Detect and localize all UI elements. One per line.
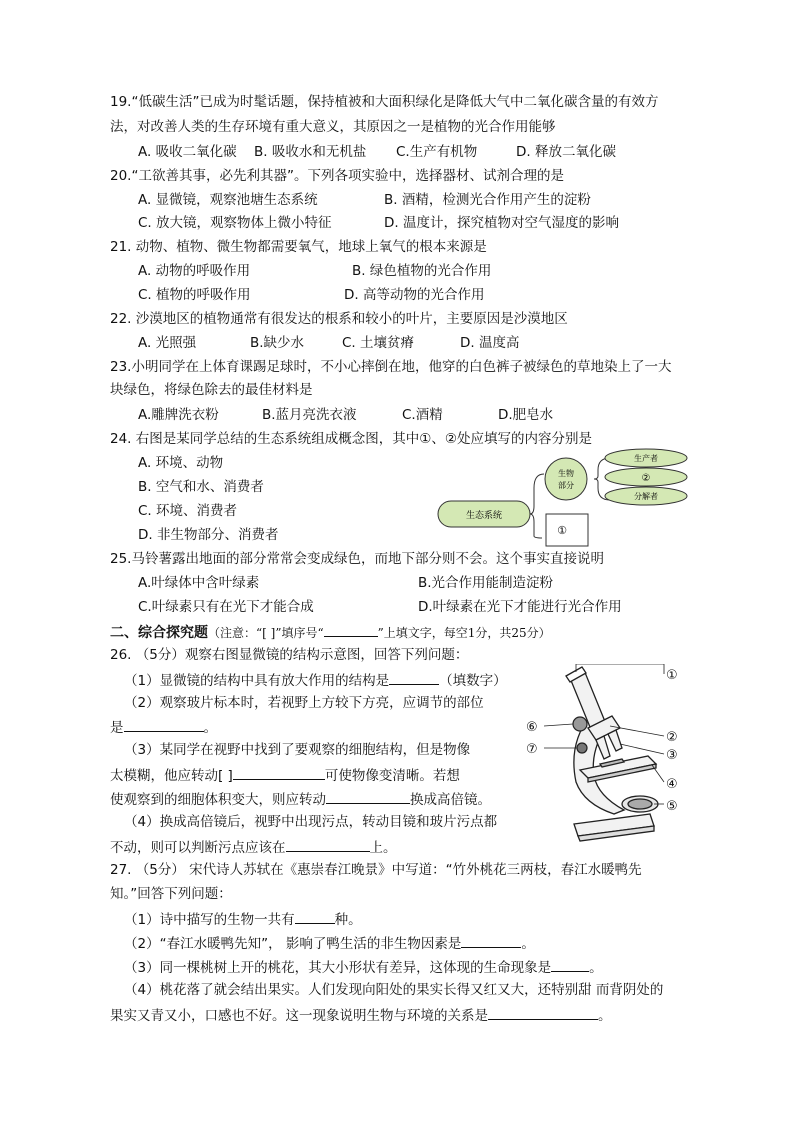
section2-note-a: （注意：“[ ]”填序号“ <box>208 626 324 640</box>
q26-part4-line1: （4）换成高倍镜后，视野中出现污点，转动目镜和玻片污点都 <box>124 814 498 830</box>
q27-part2-suffix: 。 <box>521 936 535 952</box>
ecosystem-brace <box>530 474 544 538</box>
q21-option-b: B. 绿色植物的光合作用 <box>352 263 492 279</box>
fine-focus-knob <box>577 743 587 753</box>
q23-stem-line1: 23.小明同学在上体育课踢足球时，不小心摔倒在地，他穿的白色裤子被绿色的草地染上了一大 <box>110 359 672 375</box>
q20-option-c: C. 放大镜，观察物体上微小特征 <box>138 215 332 231</box>
q27-part3 <box>124 957 603 977</box>
blank-2-mark: ② <box>641 473 651 484</box>
q25-option-c: C.叶绿素只有在光下才能合成 <box>138 599 314 615</box>
q26-part2-line2 <box>110 717 217 737</box>
microscope-label-5: ⑤ <box>666 799 678 814</box>
q19-option-c: C.生产有机物 <box>396 144 478 160</box>
q27-part1 <box>124 909 362 929</box>
q26-part3-line1: （3）某同学在视野中找到了要观察的细胞结构，但是物像 <box>124 742 471 758</box>
q27-part3-suffix: 。 <box>589 960 603 976</box>
section2-title: 二、综合探究题 <box>110 625 208 641</box>
producer-label: 生产者 <box>634 454 658 463</box>
q21-option-c: C. 植物的呼吸作用 <box>138 287 251 303</box>
q20-option-b: B. 酒精，检测光合作用产生的淀粉 <box>384 192 591 208</box>
q26-part3-prefix: 太模糊，他应转动[ ] <box>110 768 233 784</box>
q26-part3-text: 使观察到的细胞体积变大，则应转动 <box>110 792 326 808</box>
decomposer-node <box>605 487 687 505</box>
answer-blank <box>324 622 378 637</box>
q27-blank-4 <box>488 1005 598 1020</box>
q26-part2-suffix: 。 <box>203 720 217 736</box>
q22-options <box>138 334 519 352</box>
q23-option-a: A.雕牌洗衣粉 <box>138 407 219 423</box>
q23-option-b: B.蓝月亮洗衣液 <box>262 407 357 423</box>
microscope-label-6: ⑥ <box>526 720 538 735</box>
q24-stem: 24. 右图是某同学总结的生态系统组成概念图，其中①、②处应填写的内容分别是 <box>110 431 592 447</box>
q26-blank-3 <box>233 765 325 780</box>
q21-options-row2 <box>138 286 484 304</box>
objective-lens-1 <box>596 736 610 759</box>
q26-blank-2 <box>124 717 204 732</box>
q20-option-a: A. 显微镜，观察池塘生态系统 <box>138 192 318 208</box>
q22-stem: 22. 沙漠地区的植物通常有很发达的根系和较小的叶片，主要原因是沙漠地区 <box>110 311 568 327</box>
q22-option-d: D. 温度高 <box>460 335 520 351</box>
q24-option-b: B. 空气和水、消费者 <box>138 479 264 495</box>
q20-stem: 20.“工欲善其事，必先利其器”。下列各项实验中，选择器材、试剂合理的是 <box>110 168 564 184</box>
q27-part4-suffix: 。 <box>598 1008 612 1024</box>
q24-option-a: A. 环境、动物 <box>138 455 224 471</box>
microscope-label-4: ④ <box>666 777 678 792</box>
q26-part2-prefix: 是 <box>110 720 124 736</box>
q26-part4-suffix: 上。 <box>369 840 397 856</box>
decomposer-label: 分解者 <box>634 492 658 501</box>
q27-part2-text: （2）“春江水暖鸭先知”， 影响了鸭生活的非生物因素是 <box>124 936 462 952</box>
q26-part3-line2 <box>110 765 460 785</box>
section2-heading <box>110 622 551 642</box>
q22-option-a: A. 光照强 <box>138 335 197 351</box>
q26-part4-line2 <box>110 837 397 857</box>
q27-part4-text: 果实又青又小，口感也不好。这一现象说明生物与环境的关系是 <box>110 1008 488 1024</box>
q26-part1 <box>124 670 507 690</box>
q20-options-row1 <box>138 191 591 209</box>
q24-option-c: C. 环境、消费者 <box>138 503 238 519</box>
microscope-diagram <box>524 664 694 844</box>
q19-option-d: D. 释放二氧化碳 <box>516 144 616 160</box>
q27-part1-text: （1）诗中描写的生物一共有 <box>124 912 295 928</box>
q27-stem-line1: 27. （5分） 宋代诗人苏轼在《惠崇春江晚景》中写道：“竹外桃花三两枝，春江水暖鸭先 <box>110 862 642 878</box>
q19-stem-line2: 法，对改善人类的生存环境有重大意义，其原因之一是植物的光合作用能够 <box>110 119 556 135</box>
q26-blank-1 <box>389 670 439 685</box>
q22-option-c: C. 土壤贫瘠 <box>342 335 415 351</box>
q21-option-d: D. 高等动物的光合作用 <box>344 287 485 303</box>
q20-options-row2 <box>138 214 619 232</box>
q26-part2-line1: （2）观察玻片标本时，若视野上方较下方亮，应调节的部位 <box>124 695 484 711</box>
q27-blank-3 <box>551 957 589 972</box>
coarse-focus-knob <box>573 717 587 731</box>
microscope-label-7: ⑦ <box>526 742 538 757</box>
q27-part4-line2 <box>110 1005 612 1025</box>
microscope-label-2: ② <box>666 730 678 745</box>
blank-1-mark: ① <box>557 524 567 537</box>
microscope-label-3: ③ <box>666 748 678 763</box>
q25-option-a: A.叶绿体中含叶绿素 <box>138 575 260 591</box>
q19-options <box>138 143 616 161</box>
q26-part3-line3 <box>110 789 491 809</box>
bio-part-label-line1: 生物 <box>558 469 574 478</box>
ecosystem-label: 生态系统 <box>465 511 503 521</box>
q26-part1-text: （1）显微镜的结构中具有放大作用的结构是 <box>124 673 390 689</box>
q21-stem: 21. 动物、植物、微生物都需要氧气，地球上氧气的根本来源是 <box>110 239 487 255</box>
q26-stem: 26. （5分）观察右图显微镜的结构示意图，回答下列问题： <box>110 647 469 663</box>
q26-blank-5 <box>286 837 370 852</box>
q26-part3-suffix: 换成高倍镜。 <box>410 792 491 808</box>
section2-note-b: ”上填文字，每空1分，共25分） <box>377 626 551 640</box>
q26-part4-text: 不动，则可以判断污点应该在 <box>110 840 286 856</box>
q26-part3-mid: 可使物像变清晰。若想 <box>324 768 460 784</box>
microscope-label-1: ① <box>666 668 678 683</box>
q23-options <box>138 406 553 424</box>
q25-option-b: B.光合作用能制造淀粉 <box>418 575 554 591</box>
bio-part-node <box>545 458 587 500</box>
q25-options-row1 <box>138 574 553 592</box>
blank-2-node <box>605 468 687 486</box>
q26-part1-suffix: （填数字） <box>439 673 507 689</box>
q19-option-b: B. 吸收水和无机盐 <box>254 144 367 160</box>
q21-option-a: A. 动物的呼吸作用 <box>138 263 251 279</box>
q27-blank-2 <box>461 933 521 948</box>
q23-option-d: D.肥皂水 <box>498 407 554 423</box>
q25-stem: 25.马铃薯露出地面的部分常常会变成绿色，而地下部分则不会。这个事实直接说明 <box>110 551 604 567</box>
q25-option-d: D.叶绿素在光下才能进行光合作用 <box>418 599 622 615</box>
ecosystem-node <box>438 501 530 527</box>
q20-option-d: D. 温度计，探究植物对空气湿度的影响 <box>384 215 619 231</box>
q19-stem-line1: 19.“低碳生活”已成为时髦话题，保持植被和大面积绿化是降低大气中二氧化碳含量的有效方 <box>110 94 659 110</box>
blank-1-node <box>546 514 588 546</box>
q25-options-row2 <box>138 598 622 616</box>
q26-blank-4 <box>326 789 410 804</box>
q27-blank-1 <box>295 909 335 924</box>
q27-stem-line2: 知。”回答下列问题： <box>110 886 232 902</box>
q21-options-row1 <box>138 262 491 280</box>
q27-part4-line1: （4）桃花落了就会结出果实。人们发现向阳处的果实长得又红又大，还特别甜 而背阴处的 <box>124 982 664 998</box>
q23-option-c: C.酒精 <box>402 407 443 423</box>
bio-part-label-line2: 部分 <box>558 481 574 490</box>
q27-part2 <box>124 933 535 953</box>
q19-option-a: A. 吸收二氧化碳 <box>138 144 237 160</box>
q27-part1-suffix: 种。 <box>334 912 362 928</box>
q27-part3-text: （3）同一棵桃树上开的桃花，其大小形状有差异，这体现的生命现象是 <box>124 960 552 976</box>
q23-stem-line2: 块绿色，将绿色除去的最佳材料是 <box>110 382 313 398</box>
ecosystem-concept-diagram <box>434 446 694 552</box>
objective-lens-2 <box>608 730 622 751</box>
producer-node <box>605 449 687 467</box>
q24-option-d: D. 非生物部分、消费者 <box>138 527 279 543</box>
q22-option-b: B.缺少水 <box>250 335 305 351</box>
